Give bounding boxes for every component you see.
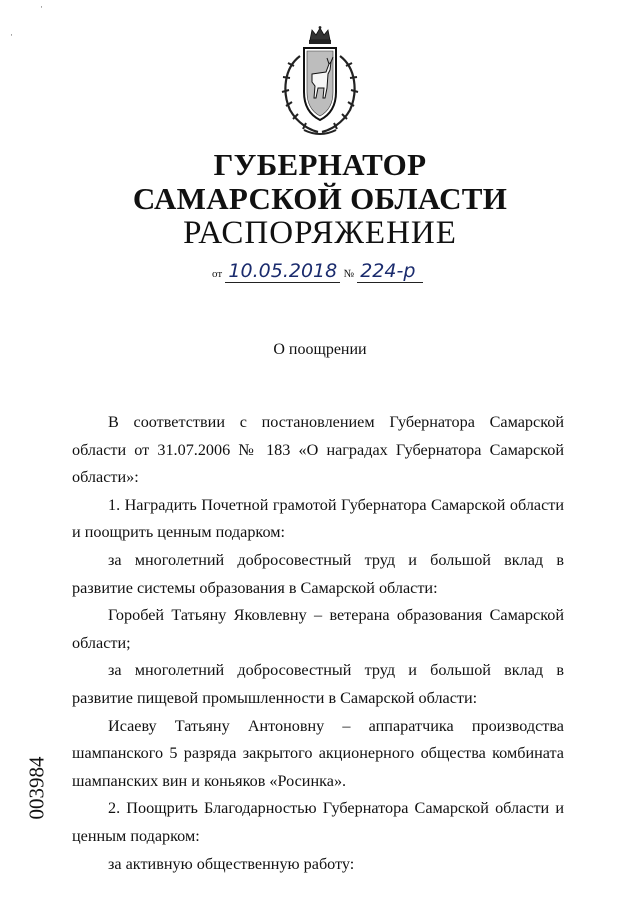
scan-speck: · bbox=[10, 30, 13, 40]
body-paragraph: за активную общественную работу: bbox=[108, 854, 355, 873]
body-paragraph: В соответствии с постановлением Губернатора Самарской области от 31.07.2006 № 183 «О наградах Губернатора Самарской области»: bbox=[72, 413, 564, 487]
scan-speck: · bbox=[40, 2, 43, 12]
serial-stamp bbox=[20, 748, 54, 828]
handwritten-number: 224-р bbox=[357, 260, 423, 283]
date-prefix: от bbox=[212, 268, 223, 280]
governor-title-line1: ГУБЕРНАТОР bbox=[213, 147, 427, 182]
body-paragraph: за многолетний добросовестный труд и большой вклад в развитие пищевой промышленности в Самарской области: bbox=[72, 661, 564, 707]
handwritten-date: 10.05.2018 bbox=[225, 260, 340, 283]
body-paragraph: 2. Поощрить Благодарностью Губернатора Самарской области и ценным подарком: bbox=[72, 799, 564, 845]
serial-number: 003984 bbox=[24, 756, 49, 820]
body-paragraph: за многолетний добросовестный труд и большой вклад в развитие системы образования в Самарской области: bbox=[72, 550, 564, 597]
coat-of-arms-icon bbox=[270, 26, 370, 138]
number-prefix: № bbox=[343, 268, 354, 280]
body-paragraph: Горобей Татьяну Яковлевну – ветерана образования Самарской области; bbox=[72, 606, 564, 652]
document-body bbox=[72, 409, 564, 878]
governor-title-line2: САМАРСКОЙ ОБЛАСТИ bbox=[132, 181, 508, 216]
document-subject: О поощрении bbox=[273, 341, 367, 358]
body-paragraph: 1. Наградить Почетной грамотой Губернатора Самарской области и поощрить ценным подарком: bbox=[72, 495, 564, 542]
registration-line bbox=[212, 260, 423, 283]
document-type-title: РАСПОРЯЖЕНИЕ bbox=[183, 215, 457, 251]
body-paragraph: Исаеву Татьяну Антоновну – аппаратчика производства шампанского 5 разряда закрытого акционерного общества комбината шампанских вин и коньяков «Росинка». bbox=[72, 716, 564, 790]
